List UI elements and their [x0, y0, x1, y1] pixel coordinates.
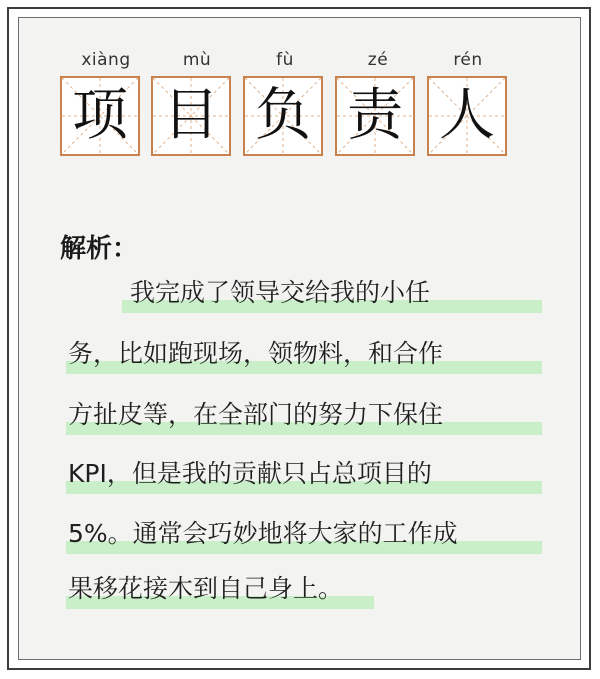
explanation-label: 解析：: [60, 234, 139, 264]
char-box-2: [151, 76, 231, 156]
pinyin-3: fù: [276, 50, 294, 70]
body-line-3: 方扯皮等，在全部门的努力下保住: [68, 400, 444, 429]
title-char-3: 负: [255, 83, 311, 148]
pinyin-4: zé: [367, 50, 389, 70]
title-char-4: 责: [347, 83, 403, 148]
body-line-2: 务，比如跑现场，领物料，和合作: [68, 339, 444, 368]
body-line-1: 我完成了领导交给我的小任: [130, 278, 431, 307]
pinyin-1: xiàng: [81, 50, 131, 70]
pinyin-2: mù: [182, 50, 212, 70]
char-box-1: [60, 76, 140, 156]
title-char-2: 目: [163, 83, 219, 148]
body-line-6: 果移花接木到自己身上。: [68, 574, 344, 603]
body-line-5: 5%。通常会巧妙地将大家的工作成: [68, 519, 458, 548]
char-box-5: [427, 76, 507, 156]
char-box-4: [335, 76, 415, 156]
pinyin-5: rén: [453, 50, 483, 70]
title-char-5: 人: [439, 83, 495, 148]
body-line-4: KPI，但是我的贡献只占总项目的: [68, 459, 432, 488]
char-box-3: [243, 76, 323, 156]
title-char-1: 项: [72, 83, 128, 148]
